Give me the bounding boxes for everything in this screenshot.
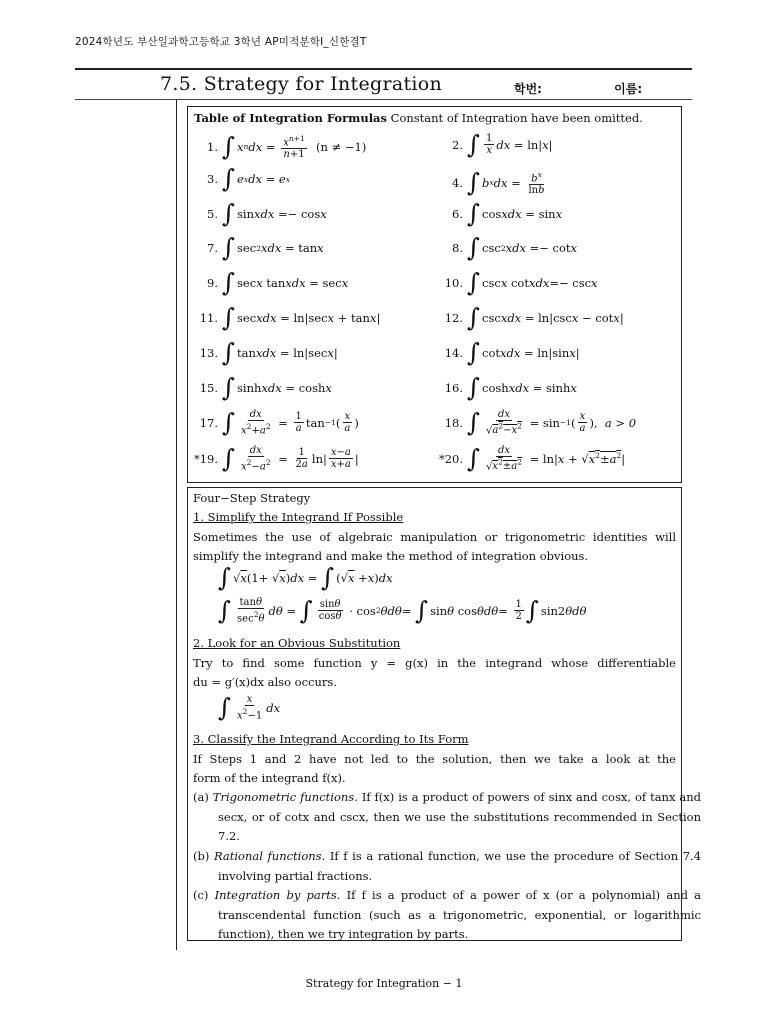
- case-c: (c) Integration by parts. If f is a product of a power of x (or a polynomial) and a transcendental function (such as a trigonometric, exponential, or logarithmic function), then we try integration by parts.: [193, 888, 702, 941]
- document-header: 2024학년도 부산일과학고등학교 3학년 AP미적분학Ⅰ_신한결T: [75, 36, 367, 48]
- title-top-rule: [75, 68, 692, 70]
- formula-3: 3. ∫ e x dx = e x: [207, 164, 290, 193]
- step3-title: 3. Classify the Integrand According to Its Form: [193, 732, 469, 746]
- step1-line2: simplify the integrand and make the method of integration obvious.: [193, 549, 589, 563]
- formula-16: 16. ∫ cosh xdx = sinh x: [444, 373, 577, 402]
- step2-title: 2. Look for an Obvious Substitution: [193, 636, 401, 650]
- margin-rule: [176, 100, 177, 950]
- step1-example-1: ∫ √ x (1+ √ x ) dx = ∫ (√ x + x ) dx: [218, 563, 393, 592]
- step2-line1: Try to find some function y = g(x) in the integrand whose differentiable: [193, 656, 676, 670]
- case-b: (b) Rational functions. If f is a rational function, we use the procedure of Section 7.4 involving partial fractions.: [193, 849, 702, 883]
- student-id-label: 학번:: [514, 82, 542, 96]
- formula-10: 10. ∫ csc x cot xdx =− csc x: [444, 268, 598, 297]
- formula-table-title: Table of Integration Formulas Constant of Integration have been omitted.: [194, 111, 643, 125]
- step2-example: ∫ $\frac{x}{x^2-1}$ dx: [218, 692, 281, 722]
- formula-19: *19. ∫ $\frac{dx}{x^2-a^2}$ = $\frac{1}{2a}$ ln| $\frac{x-a}{x+a}$ |: [193, 443, 359, 473]
- formula-4: 4. ∫ b x dx = $\frac{b^x}{\ln b}$: [452, 167, 545, 197]
- formula-table: [187, 106, 682, 483]
- formula-7: 7. ∫ sec 2 xdx = tan x: [207, 233, 324, 262]
- page-footer: Strategy for Integration − 1: [305, 977, 463, 990]
- formula-20: *20. ∫ $\frac{dx}{√x^2\pm a^2}$ = ln| x + √ $x^2\pm a^2$ |: [438, 443, 626, 473]
- formula-2: 2. ∫ $\frac{1}{x}$ dx = ln| x |: [452, 129, 553, 159]
- step3-line2: form of the integrand f(x).: [193, 771, 346, 785]
- formula-13: 13. ∫ tan xdx = ln|sec x |: [199, 338, 338, 367]
- formula-5: 5. ∫ sin xdx =− cos x: [207, 199, 327, 228]
- formula-11: 11. ∫ sec xdx = ln|sec x + tan x |: [199, 303, 381, 332]
- formula-12: 12. ∫ csc xdx = ln|csc x − cot x |: [444, 303, 624, 332]
- formula-15: 15. ∫ sinh xdx = cosh x: [199, 373, 332, 402]
- formula-18: 18. ∫ $\frac{dx}{√a^2-x^2}$ = sin −1 ( $\frac{x}{a}$ ), a > 0: [444, 407, 637, 437]
- name-label: 이름:: [614, 82, 643, 96]
- step1-line1: Sometimes the use of algebraic manipulation or trigonometric identities will: [193, 530, 676, 544]
- step1-title: 1. Simplify the Integrand If Possible: [193, 510, 404, 524]
- four-step-strategy: [187, 487, 702, 941]
- case-a: (a) Trigonometric functions. If f(x) is a product of powers of sinx and cosx, of tanx and secx, or of cotx and cscx, then we use the substitutions recommended in Section 7.2.: [193, 790, 702, 843]
- formula-17: 17. ∫ $\frac{dx}{x^2+a^2}$ = $\frac{1}{a}$ tan −1 ( $\frac{x}{a}$ ): [199, 407, 359, 437]
- strategy-heading: Four−Step Strategy: [193, 491, 311, 505]
- step3-line1: If Steps 1 and 2 have not led to the solution, then we take a look at the: [193, 752, 676, 766]
- formula-8: 8. ∫ csc 2 xdx =− cot x: [452, 233, 578, 262]
- formula-14: 14. ∫ cot xdx = ln|sin x |: [444, 338, 580, 367]
- formula-6: 6. ∫ cos xdx = sin x: [452, 199, 563, 228]
- formula-9: 9. ∫ sec x tan xdx = sec x: [207, 268, 349, 297]
- step1-example-2: ∫ $\frac{\tan\theta}{\sec^2\theta}$ dθ = ∫ $\frac{\sin\theta}{\cos\theta}$ · cos 2 θdθ = ∫ sin θ cos θdθ = $\frac{1}{2}$ ∫ sin2 θdθ: [218, 595, 587, 625]
- step2-line2: du = g′(x)dx also occurs.: [193, 675, 337, 689]
- student-fields: [514, 80, 710, 97]
- page-title: 7.5. Strategy for Integration: [160, 73, 443, 95]
- title-bottom-rule: [75, 99, 692, 100]
- formula-1: 1. ∫ x n dx = $\frac{x^{n+1}}{n+1}$ (n ≠ −1): [207, 131, 367, 161]
